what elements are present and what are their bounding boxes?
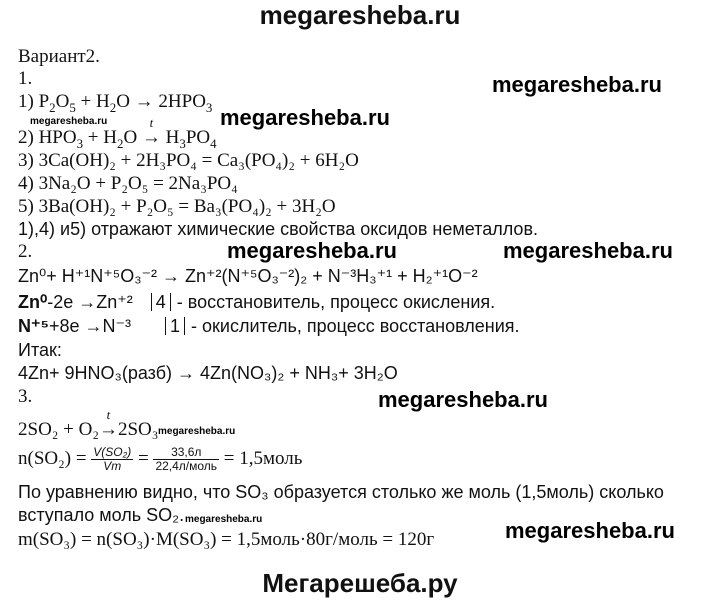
footer-watermark: Мегарешеба.ру [262,568,458,598]
watermark-6: megaresheba.ru [505,518,675,543]
reaction-1: 1) $P_2O_5 + H_2O \to 2HPO_3$ [18,91,213,115]
reaction-5: 5) 3Ba(OH)₂ + P₂O₅ = Ba₃(PO₄)₂ + 3H₂O [18,196,336,217]
electron-balance-zn: Zn⁰-2e →Zn⁺² 4 - восстановитель, процесс окисления. [18,292,496,312]
watermark-4: megaresheba.ru [503,238,673,263]
watermark-5: megaresheba.ru [378,387,548,412]
watermark-1: megaresheba.ru [492,72,662,97]
moles-calculation: n(SO₂) = $\frac{\text{V(SO₂)}}{Vm}$ = $\frac{33,6л}{\text{22,4л/моль}}$ = 1,5моль [18,445,303,473]
explanation-line-2: вступало моль SO₂. [18,505,185,525]
variant-title: Вариант2. [18,46,100,67]
watermark-small-3: megaresheba.ru [185,514,263,525]
reaction-4: 4) 3Na₂O + P₂O₅ = 2Na₃PO₄ [18,173,238,194]
watermark-3: megaresheba.ru [227,238,397,263]
final-equation: 4Zn+ 9HNO₃(разб) → 4Zn(NO₃)₂ + NH₃+ 3H₂O [18,363,398,383]
redox-equation: Zn⁰+ H⁺¹N⁺⁵O₃⁻² → Zn⁺²(N⁺⁵O₃⁻²)₂ + N⁻³H₃⁺¹ + H₂⁺¹O⁻² [18,266,478,286]
task3-equation: 2SO₂ + O₂ t →2SO₃ [18,407,159,440]
reaction-3: 3) 3Ca(OH)₂ + 2H₃PO₄ = Ca₃(PO₄)₂ + 6H₂O [18,150,359,171]
mass-calculation: m(SO₃) = n(SO₃)·M(SO₃) = 1,5моль·80г/моль = 120г [18,529,435,550]
electron-balance-n: N⁺⁵+8e →N⁻³ 1 - окислитель, процесс восстановления. [18,316,520,336]
itak-label: Итак: [18,340,62,360]
watermark-small-1: megaresheba.ru [30,116,108,127]
task1-conclusion: 1),4) и5) отражают химические свойства оксидов неметаллов. [18,219,539,239]
task1-number: 1. [18,68,33,89]
explanation-line-1: По уравнению видно, что SO₃ образуется столько же моль (1,5моль) сколько [18,482,664,502]
watermark-2: megaresheba.ru [220,105,390,130]
task3-number: 3. [18,386,33,407]
header-watermark: megaresheba.ru [259,0,461,30]
watermark-small-2: megaresheba.ru [158,426,236,437]
task2-number: 2. [18,241,33,262]
reaction-2: 2) $HPO_3 + H_2O$ t → $H_3PO_4$ [18,115,217,151]
